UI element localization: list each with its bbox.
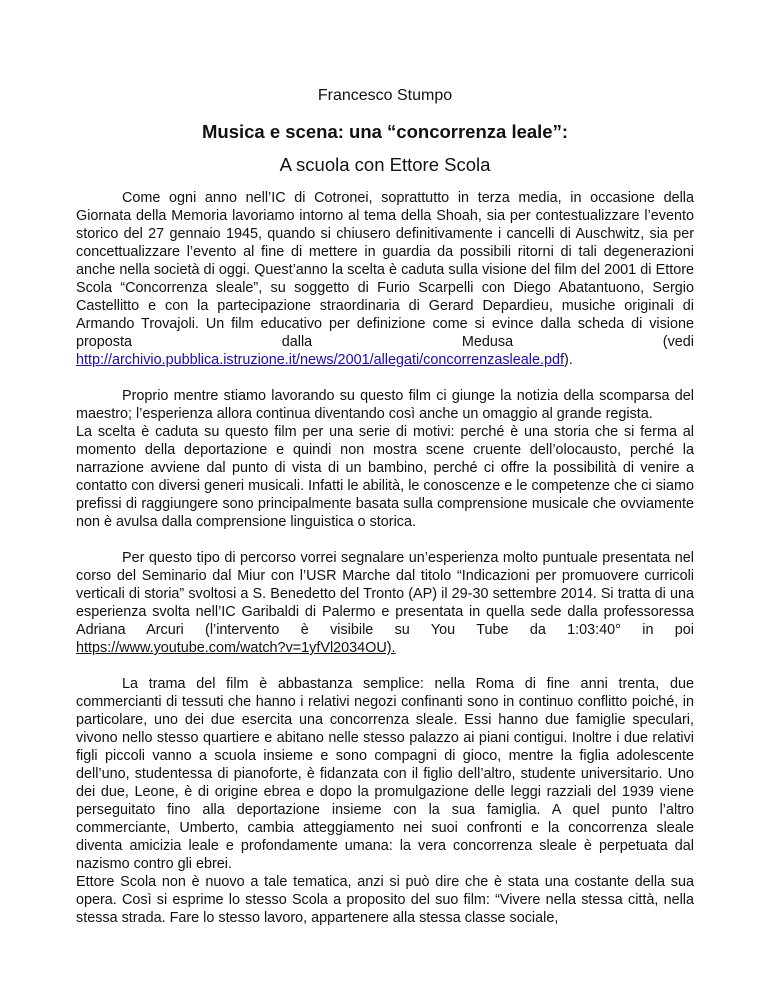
paragraph-6: Ettore Scola non è nuovo a tale tematica, anzi si può dire che è stata una costante della sua opera. Così si esprime lo stesso Scola a proposito del suo film: “Vivere nella stessa città, nella stessa strada. Fare lo stesso lavoro, appartenere alla stessa classe sociale, xyxy=(76,874,694,926)
paragraph-2: Proprio mentre stiamo lavorando su questo film ci giunge la notizia della scomparsa del maestro; l’esperienza allora continua diventando così anche un omaggio al grande regista. xyxy=(76,388,694,422)
paragraph-1-text: Come ogni anno nell’IC di Cotronei, soprattutto in terza media, in occasione della Giornata della Memoria lavoriamo intorno al tema della Shoah, sia per contestualizzare l’evento storico del 27 gennaio 1945, quando si chiusero definitivamente i cancelli di Auschwitz, sia per concettualizzare l’evento al fine di mettere in guardia da possibili ritorni di tali degenerazioni anche nella società di oggi. Quest’anno la scelta è caduta sulla visione del film del 2001 di Ettore Scola “Concorrenza sleale”, su soggetto di Furio Scarpelli con Diego Abatantuono, Sergio Castellitto e con la partecipazione straordinaria di Gerard Depardieu, musiche originali di Armando Trovajoli. Un film educativo per definizione come si evince dalla scheda di visione proposta dalla Medusa (vedi xyxy=(76,190,694,350)
paragraph-1-end: ). xyxy=(563,352,573,368)
paragraph-3: La scelta è caduta su questo film per una serie di motivi: perché è una storia che si ferma al momento della deportazione e quindi non mostra scene cruente dell’olocausto, perché la narrazione avviene dal punto di vista di un bambino, perché ci offre la possibilità di venire a contatto con diversi generi musicali. Infatti le abilità, le conoscenze e le competenze che ci siamo prefissi di raggiungere sono principalmente basata sulla comprensione musicale che ovviamente non è avulsa dalla comprensione linguistica o storica. xyxy=(76,424,694,530)
article-title: Musica e scena: una “concorrenza leale”: xyxy=(201,121,569,142)
medusa-scheda-link[interactable]: http://archivio.pubblica.istruzione.it/news/2001/allegati/concorrenzasleale.pdf xyxy=(76,352,564,368)
paragraph-4-text: Per questo tipo di percorso vorrei segnalare un’esperienza molto puntuale presentata nel corso del Seminario dal Miur con l’USR Marche dal titolo “Indicazioni per promuovere curricoli verticali di storia” svoltosi a S. Benedetto del Tronto (AP) il 29-30 settembre 2014. Si tratta di una esperienza svolta nell’IC Garibaldi di Palermo e presentata in quella sede dalla professoressa Adriana Arcuri (l’intervento è visibile su You Tube da 1:03:40° in poi xyxy=(76,550,694,638)
paragraph-5: La trama del film è abbastanza semplice: nella Roma di fine anni trenta, due commercianti di tessuti che hanno i relativi negozi confinanti sono in continuo conflitto poiché, in particolare, uno dei due esercita una concorrenza sleale. Essi hanno due famiglie speculari, vivono nello stesso quartiere e abitano nelle stesso palazzo ai piani contigui. Inoltre i due relativi figli piccoli vanno a scuola insieme e sono compagni di gioco, mentre la figlia adolescente dell’uno, studentessa di pianoforte, è fidanzata con il figlio dell’altro, studente universitario. Uno dei due, Leone, è di origine ebrea e dopo la promulgazione delle leggi razziali del 1939 viene perseguitato fino alla deportazione insieme con la sua famiglia. A quel punto l’altro commerciante, Umberto, cambia atteggiamento nei suoi confronti e la concorrenza sleale diventa amicizia leale e profondamente umana: la vera concorrenza sleale è perpetuata dal nazismo contro gli ebrei. xyxy=(76,676,694,872)
youtube-link[interactable]: https://www.youtube.com/watch?v=1yfVl2034OU). xyxy=(76,640,396,656)
paragraph-4 xyxy=(76,549,694,657)
paragraph-1 xyxy=(76,189,694,369)
article-subtitle: A scuola con Ettore Scola xyxy=(279,154,491,175)
document-page xyxy=(76,86,694,927)
author-name: Francesco Stumpo xyxy=(317,87,453,104)
